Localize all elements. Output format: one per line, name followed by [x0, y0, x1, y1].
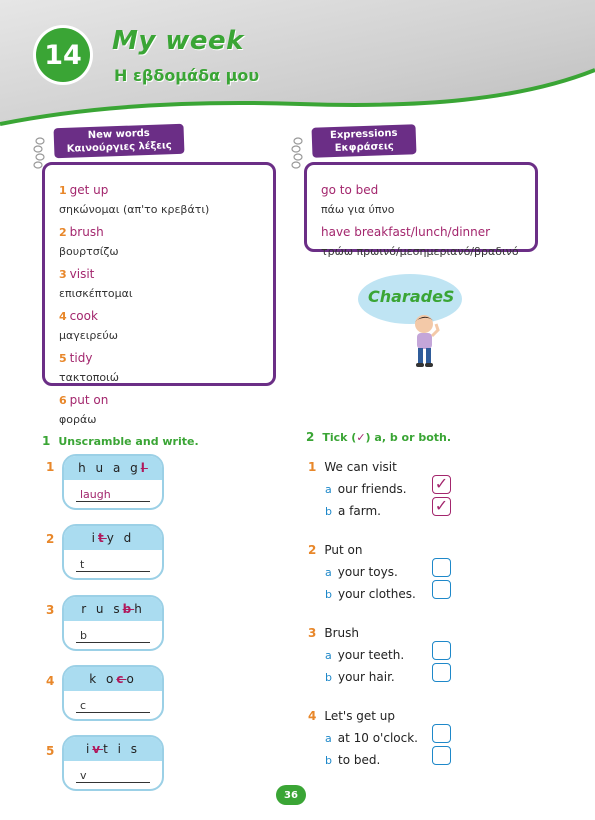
exercise2-heading: [306, 430, 451, 444]
answer-area[interactable]: [64, 691, 162, 721]
answer-line: [76, 642, 150, 643]
word-number: 4: [59, 310, 67, 323]
expression-gr: τρώω πρωινό/μεσημεριανό/βραδινό: [321, 245, 519, 258]
crossed-letter: b: [122, 602, 135, 616]
word-gr: τακτοποιώ: [59, 371, 119, 384]
question-text: Let's get up: [324, 709, 396, 723]
expression-item: [321, 221, 535, 259]
scrambled-text: h u a g: [78, 461, 141, 475]
unscramble-card: [62, 735, 164, 791]
exercise1-title: Unscramble and write.: [58, 435, 199, 448]
tick-checkbox[interactable]: [432, 497, 451, 516]
word-item: [59, 305, 273, 343]
option: [325, 666, 395, 685]
tick-mark-icon: ✓: [434, 496, 449, 515]
option: [325, 478, 407, 497]
option-text: our friends.: [337, 482, 407, 496]
answer-text: v: [80, 769, 87, 782]
word-gr: φοράω: [59, 413, 97, 426]
tick-checkbox[interactable]: [432, 580, 451, 599]
question-number: 1: [308, 460, 317, 474]
exercise2-title-tick: ✓: [356, 431, 366, 444]
expression-en: have breakfast/lunch/dinner: [321, 225, 491, 239]
child-thinking-icon: [405, 312, 445, 372]
word-item: [59, 347, 273, 385]
option-text: your teeth.: [337, 648, 405, 662]
unscramble-card: [62, 595, 164, 651]
scrambled-letters: [64, 667, 162, 691]
unit-title-en: My week: [112, 26, 244, 56]
answer-text: laugh: [80, 488, 111, 501]
expressions-box: [304, 162, 538, 258]
expression-item: [321, 179, 535, 217]
exercise1-item-number: 4: [46, 674, 55, 688]
new-words-tab-en: New words: [87, 127, 150, 142]
option-letter: a: [325, 483, 332, 496]
new-words-box: [42, 162, 276, 426]
scrambled-letters: [64, 597, 162, 621]
charades-label: CharadeS: [368, 287, 455, 306]
exercise2-title-post: ) a, b or both.: [365, 431, 452, 444]
option-letter: a: [325, 566, 332, 579]
option-text: your clothes.: [337, 587, 416, 601]
word-number: 3: [59, 268, 67, 281]
unit-title-gr: Η εβδομάδα μου: [114, 66, 260, 85]
option-text: to bed.: [337, 753, 381, 767]
answer-line: [76, 571, 150, 572]
word-en: cook: [69, 309, 98, 323]
option: [325, 583, 416, 602]
scrambled-text: k o: [89, 672, 117, 686]
scrambled-text: r u s: [81, 602, 123, 616]
scrambled-text: i: [85, 742, 93, 756]
question-text: Put on: [324, 543, 363, 557]
exercise1-item-number: 5: [46, 744, 55, 758]
answer-text: c: [80, 699, 87, 712]
question-number: 2: [308, 543, 317, 557]
question: [308, 705, 395, 724]
scrambled-text: h: [134, 602, 145, 616]
unit-number: 14: [44, 39, 82, 71]
tick-checkbox[interactable]: [432, 641, 451, 660]
tick-checkbox[interactable]: [432, 475, 451, 494]
option-letter: b: [325, 505, 332, 518]
option: [325, 727, 418, 746]
word-en: tidy: [69, 351, 93, 365]
word-item: [59, 179, 273, 217]
scrambled-letters: [64, 737, 162, 761]
scrambled-text: t i s: [103, 742, 141, 756]
question-number: 3: [308, 626, 317, 640]
word-number: 5: [59, 352, 67, 365]
option: [325, 561, 398, 580]
option-text: at 10 o'clock.: [337, 731, 418, 745]
option: [325, 500, 381, 519]
option-letter: b: [325, 671, 332, 684]
option-letter: b: [325, 588, 332, 601]
answer-line: [76, 501, 150, 502]
expressions-tab-gr: Εκφράσεις: [334, 140, 394, 155]
crossed-letter: l: [140, 461, 148, 475]
word-item: [59, 221, 273, 259]
exercise1-heading: [42, 430, 199, 449]
word-item: [59, 389, 273, 427]
unit-number-badge: [36, 28, 90, 82]
word-number: 2: [59, 226, 67, 239]
option-text: a farm.: [337, 504, 381, 518]
word-en: brush: [69, 225, 104, 239]
tick-checkbox[interactable]: [432, 558, 451, 577]
new-words-tab-gr: Καινούργιες λέξεις: [66, 140, 172, 155]
question-text: Brush: [324, 626, 359, 640]
expressions-tab-en: Expressions: [329, 127, 398, 142]
exercise1-item-number: 2: [46, 532, 55, 546]
exercise2-title-pre: Tick (: [322, 431, 357, 444]
answer-area[interactable]: [64, 480, 162, 510]
scrambled-letters: [64, 526, 162, 550]
word-item: [59, 263, 273, 301]
unscramble-card: [62, 454, 164, 510]
question: [308, 539, 362, 558]
answer-area[interactable]: [64, 761, 162, 791]
word-gr: επισκέπτομαι: [59, 287, 133, 300]
option: [325, 644, 404, 663]
scrambled-text: o: [126, 672, 137, 686]
unscramble-card: [62, 524, 164, 580]
question: [308, 622, 359, 641]
new-words-tab: [54, 124, 185, 159]
tick-checkbox[interactable]: [432, 724, 451, 743]
word-gr: βουρτσίζω: [59, 245, 119, 258]
answer-text: b: [80, 629, 87, 642]
word-en: put on: [69, 393, 109, 407]
exercise1-item-number: 1: [46, 460, 55, 474]
answer-area[interactable]: [64, 621, 162, 651]
expressions-tab: [312, 124, 417, 158]
question-text: We can visit: [324, 460, 397, 474]
word-gr: σηκώνομαι (απ'το κρεβάτι): [59, 203, 210, 216]
crossed-letter: t: [98, 531, 107, 545]
question: [308, 456, 397, 475]
crossed-letter: v: [92, 742, 104, 756]
option-letter: b: [325, 754, 332, 767]
scrambled-letters: [64, 456, 162, 480]
tick-checkbox[interactable]: [432, 663, 451, 682]
answer-area[interactable]: [64, 550, 162, 580]
tick-mark-icon: ✓: [434, 474, 449, 493]
answer-line: [76, 712, 150, 713]
header-background: [0, 0, 595, 130]
expression-gr: πάω για ύπνο: [321, 203, 395, 216]
option-letter: a: [325, 732, 332, 745]
tick-checkbox[interactable]: [432, 746, 451, 765]
word-number: 6: [59, 394, 67, 407]
page-number: 36: [284, 789, 298, 801]
word-number: 1: [59, 184, 67, 197]
question-number: 4: [308, 709, 317, 723]
option-text: your hair.: [337, 670, 395, 684]
option-text: your toys.: [337, 565, 398, 579]
word-en: visit: [69, 267, 95, 281]
option: [325, 749, 380, 768]
exercise1-item-number: 3: [46, 603, 55, 617]
option-letter: a: [325, 649, 332, 662]
scrambled-text: y d: [106, 531, 135, 545]
unscramble-card: [62, 665, 164, 721]
exercise2-number: 2: [306, 430, 315, 444]
word-gr: μαγειρεύω: [59, 329, 118, 342]
page-number-badge: [276, 785, 306, 805]
answer-text: t: [80, 558, 85, 571]
expression-en: go to bed: [321, 183, 379, 197]
scrambled-text: i: [91, 531, 99, 545]
word-en: get up: [69, 183, 109, 197]
exercise1-number: 1: [42, 434, 51, 448]
answer-line: [76, 782, 150, 783]
crossed-letter: c: [116, 672, 127, 686]
